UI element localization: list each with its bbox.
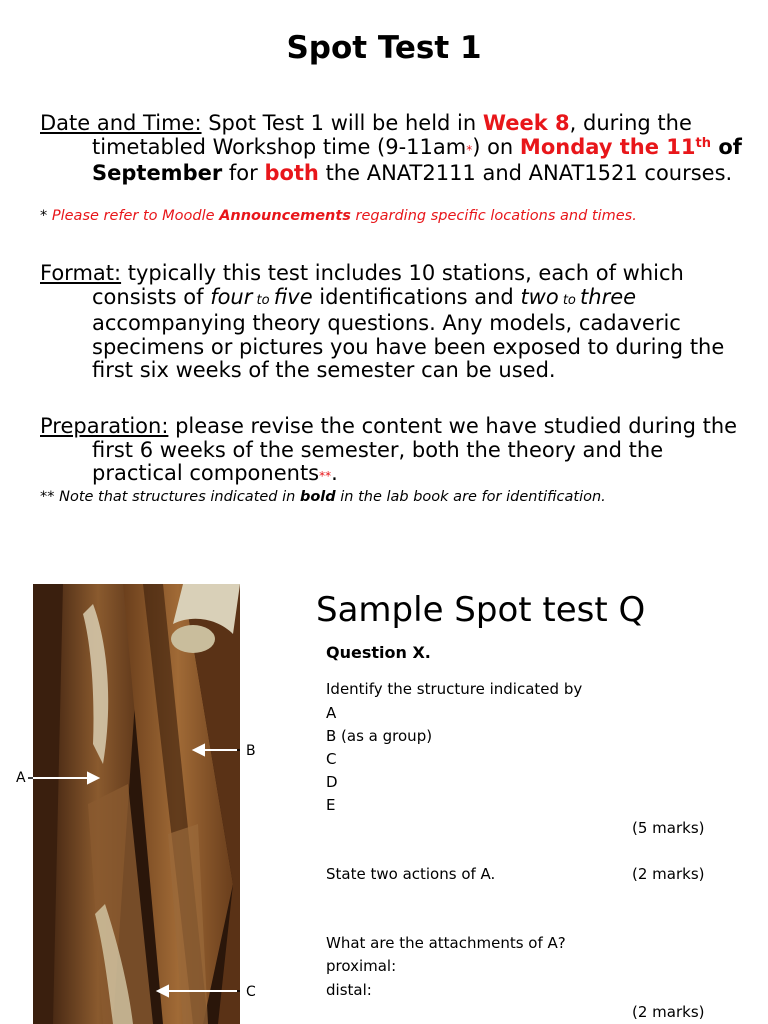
- label-b: B: [246, 743, 256, 759]
- identify-item: C: [326, 750, 337, 768]
- label-a: A: [16, 770, 26, 786]
- marks-actions: (2 marks): [632, 865, 705, 883]
- moodle-note: * Please refer to Moodle Announcements regarding specific locations and times.: [40, 208, 637, 224]
- date-text-3: ) on: [472, 134, 520, 159]
- three-italic: three: [580, 284, 637, 309]
- actions-question: State two actions of A.: [326, 865, 496, 883]
- arrow-a-head: [88, 773, 98, 783]
- announcements-bold: Announcements: [219, 208, 351, 224]
- arrow-c-head: [158, 986, 168, 996]
- september-text: of September: [92, 134, 742, 185]
- format-section: Format: typically this test includes 10 stations, each of which consists of four to five identifications and two to three accompanying theory questions. Any models, cadaveric specimens or pictures you have been exposed to during the first six weeks of the semester can be used.: [40, 261, 725, 382]
- date-label: Date and Time:: [40, 111, 202, 135]
- th-superscript: th: [695, 135, 712, 151]
- arrow-b-head: [194, 745, 204, 755]
- proximal-label: proximal:: [326, 957, 397, 975]
- format-label: Format:: [40, 261, 122, 285]
- four-italic: four: [210, 284, 253, 309]
- sample-title: Sample Spot test Q: [316, 590, 646, 630]
- date-text-5: the ANAT2111 and ANAT1521 courses.: [318, 161, 733, 185]
- two-italic: two: [520, 284, 559, 309]
- identify-item: E: [326, 796, 336, 814]
- preparation-label: Preparation:: [40, 414, 169, 438]
- marks-attachments: (2 marks): [632, 1003, 705, 1021]
- date-text-1: Spot Test 1 will be held in: [201, 111, 483, 135]
- date-text-4: for: [222, 161, 265, 185]
- label-c: C: [246, 984, 256, 1000]
- bold-note: ** Note that structures indicated in bold in the lab book are for identification.: [40, 489, 606, 505]
- question-heading: Question X.: [326, 643, 431, 662]
- marks-identify: (5 marks): [632, 819, 705, 837]
- attachments-question: What are the attachments of A?: [326, 934, 566, 952]
- preparation-section: Preparation: please revise the content we have studied during the first 6 weeks of the semester, both the theory and the practical components**.: [40, 414, 738, 485]
- pointer-arrows: [0, 584, 270, 1024]
- identify-item: D: [326, 773, 338, 791]
- monday-highlight: Monday the 11: [519, 134, 696, 159]
- five-italic: five: [273, 284, 313, 309]
- asterisk-mark: *: [466, 142, 473, 157]
- both-highlight: both: [264, 161, 319, 185]
- identify-item: A: [326, 704, 337, 722]
- identify-item: B (as a group): [326, 727, 433, 745]
- page-title: Spot Test 1: [286, 30, 482, 66]
- identify-prompt: Identify the structure indicated by: [326, 680, 583, 698]
- double-asterisk: **: [319, 469, 332, 483]
- date-text-2: , during the timetabled Workshop time (9-11am: [92, 111, 692, 159]
- date-section: [40, 112, 750, 186]
- distal-label: distal:: [326, 981, 372, 999]
- week-highlight: Week 8: [482, 111, 570, 135]
